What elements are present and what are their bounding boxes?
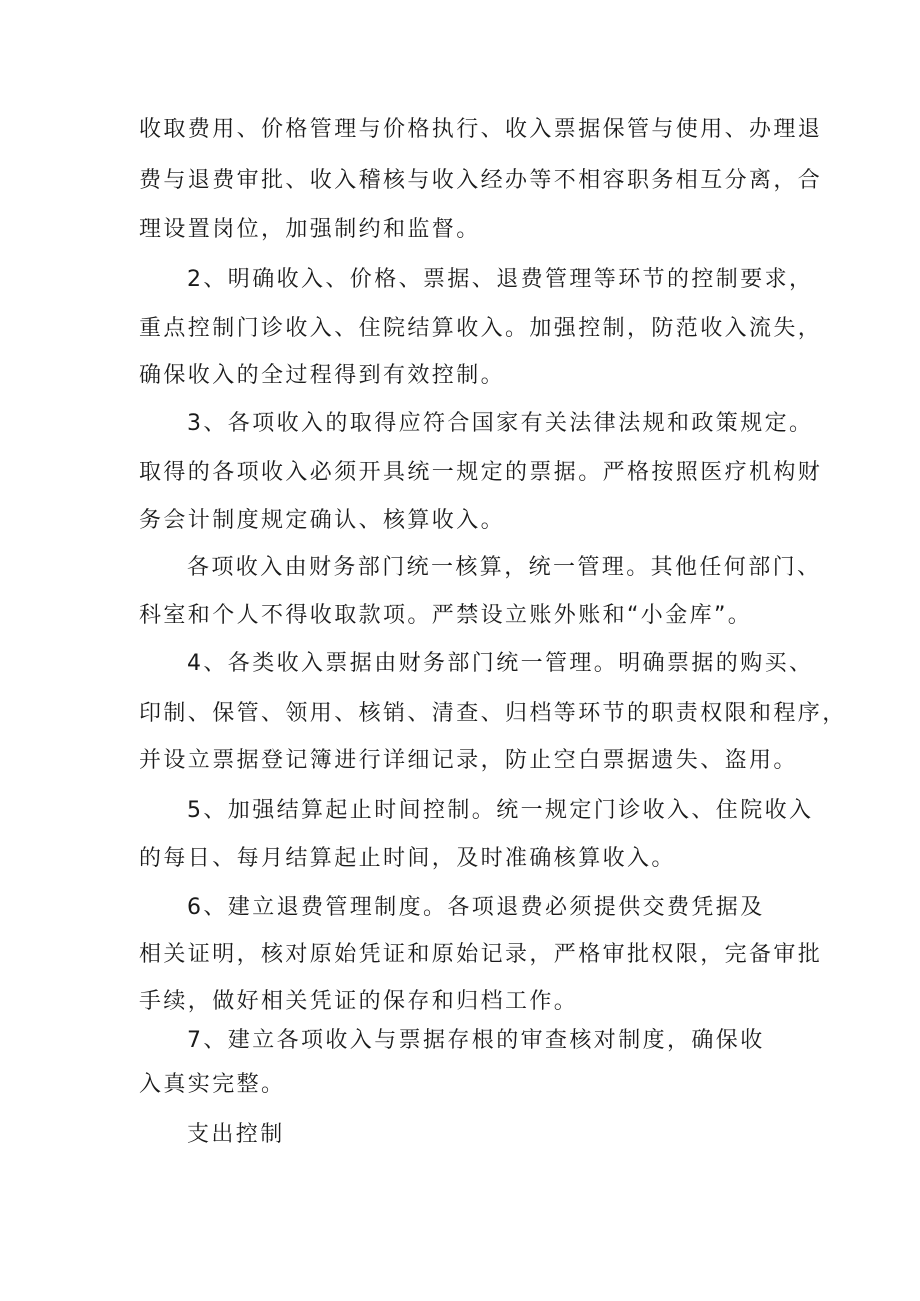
paragraph-7-start: 7、建立各项收入与票据存根的审查核对制度，确保收 bbox=[187, 1028, 765, 1053]
section-heading: 支出控制 bbox=[187, 1122, 285, 1147]
paragraph-5-start: 5、加强结算起止时间控制。统一规定门诊收入、住院收入 bbox=[187, 798, 814, 823]
text-line: 收取费用、价格管理与价格执行、收入票据保管与使用、办理退 bbox=[139, 117, 823, 142]
text-line: 务会计制度规定确认、核算收入。 bbox=[139, 508, 506, 533]
text-line: 手续，做好相关凭证的保存和归档工作。 bbox=[139, 989, 579, 1014]
paragraph-6-start: 6、建立退费管理制度。各项退费必须提供交费凭据及 bbox=[187, 895, 765, 920]
paragraph-3-start: 3、各项收入的取得应符合国家有关法律法规和政策规定。 bbox=[187, 411, 814, 436]
text-line: 取得的各项收入必须开具统一规定的票据。严格按照医疗机构财 bbox=[139, 460, 823, 485]
paragraph-4-start: 4、各类收入票据由财务部门统一管理。明确票据的购买、 bbox=[187, 651, 814, 676]
text-line: 科室和个人不得收取款项。严禁设立账外账和“小金库”。 bbox=[139, 603, 753, 628]
text-line: 确保收入的全过程得到有效控制。 bbox=[139, 363, 506, 388]
text-line: 入真实完整。 bbox=[139, 1072, 286, 1097]
text-line: 并设立票据登记簿进行详细记录，防止空白票据遗失、盗用。 bbox=[139, 748, 798, 773]
text-line: 的每日、每月结算起止时间，及时准确核算收入。 bbox=[139, 846, 676, 871]
text-line: 费与退费审批、收入稽核与收入经办等不相容职务相互分离，合 bbox=[139, 168, 823, 193]
text-line: 重点控制门诊收入、住院结算收入。加强控制，防范收入流失， bbox=[139, 316, 823, 341]
text-line: 印制、保管、领用、核销、清查、归档等环节的职责权限和程序， bbox=[139, 701, 847, 726]
paragraph-unified-start: 各项收入由财务部门统一核算，统一管理。其他任何部门、 bbox=[187, 555, 822, 580]
text-line: 相关证明，核对原始凭证和原始记录，严格审批权限，完备审批 bbox=[139, 942, 823, 967]
paragraph-2-start: 2、明确收入、价格、票据、退费管理等环节的控制要求， bbox=[187, 267, 814, 292]
text-line: 理设置岗位，加强制约和监督。 bbox=[139, 217, 481, 242]
